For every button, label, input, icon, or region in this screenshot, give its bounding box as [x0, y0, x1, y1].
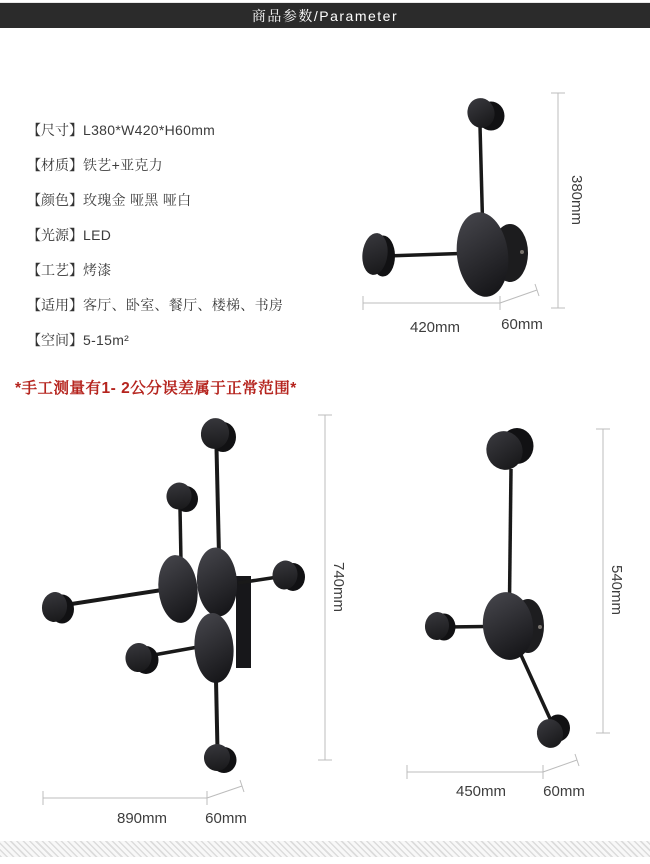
divider-hatch [0, 841, 650, 857]
measurement-note: *手工测量有1- 2公分误差属于正常范围* [15, 380, 297, 397]
spec-row-size [27, 112, 347, 147]
spec-list [27, 112, 347, 357]
spec-value: L380*W420*H60mm [83, 121, 216, 138]
width-dimension-label: 890mm [116, 810, 168, 827]
width-dimension-label: 450mm [455, 783, 507, 800]
spec-label: 【尺寸】 [27, 121, 83, 138]
spec-row-space [27, 322, 347, 357]
spec-value: LED [83, 226, 112, 243]
lamp-3-head-illustration [340, 60, 650, 360]
spec-row-material [27, 147, 347, 182]
depth-dimension-label: 60mm [205, 810, 247, 827]
diagram-lamp-7-head [20, 400, 350, 830]
spec-row-color [27, 182, 347, 217]
spec-label: 【光源】 [27, 226, 83, 243]
spec-row-craft [27, 252, 347, 287]
header-bar [0, 2, 650, 28]
height-dimension-label: 380mm [568, 174, 585, 226]
spec-row-usage [27, 287, 347, 322]
spec-value: 5-15m² [83, 331, 130, 348]
lamp-7-head-illustration [20, 400, 350, 830]
lamp-body [360, 95, 528, 300]
lamp-body [40, 415, 305, 773]
page-title: 商品参数/Parameter [251, 7, 399, 24]
diagram-lamp-4-head [390, 405, 650, 815]
spec-label: 【空间】 [27, 331, 83, 348]
depth-dimension-label: 60mm [543, 783, 585, 800]
spec-value: 烤漆 [83, 261, 112, 278]
diagram-lamp-3-head [340, 60, 650, 360]
height-dimension-label: 740mm [330, 561, 347, 613]
spec-label: 【工艺】 [27, 261, 83, 278]
spec-row-lightsource [27, 217, 347, 252]
spec-label: 【颜色】 [27, 191, 83, 208]
lamp-4-head-illustration [390, 405, 650, 815]
lamp-body [424, 426, 570, 750]
spec-value: 客厅、卧室、餐厅、楼梯、书房 [83, 296, 284, 313]
spec-value: 玫瑰金 哑黑 哑白 [83, 191, 192, 208]
spec-value: 铁艺+亚克力 [83, 156, 163, 173]
depth-dimension-label: 60mm [501, 316, 543, 333]
height-dimension-label: 540mm [608, 564, 625, 616]
spec-label: 【材质】 [27, 156, 83, 173]
spec-label: 【适用】 [27, 296, 83, 313]
width-dimension-label: 420mm [409, 319, 461, 336]
